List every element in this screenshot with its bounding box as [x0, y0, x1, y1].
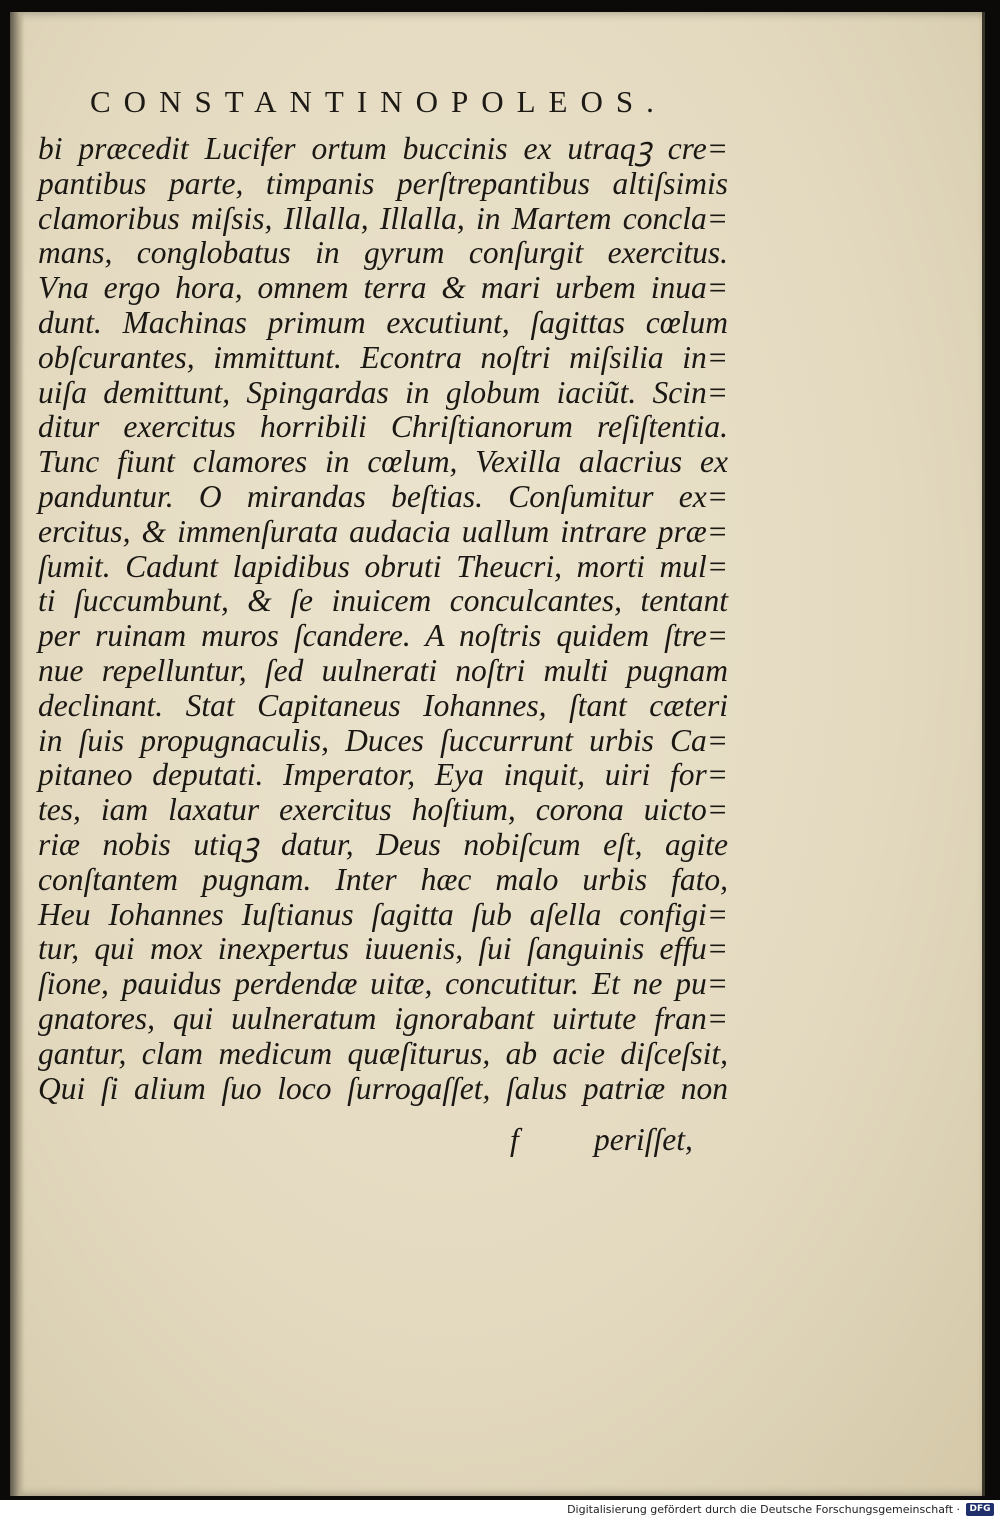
- text-line: declinant. Stat Capitaneus Iohannes, ſtant cæteri: [38, 687, 728, 723]
- text-line: ti ſuccumbunt, & ſe inuicem conculcantes, tentant: [38, 583, 728, 619]
- text-line: ſumit. Cadunt lapidibus obruti Theucri, morti mul=: [38, 548, 728, 584]
- catchword: periſſet,: [594, 1122, 693, 1157]
- text-line: ſione, pauidus perdendæ uitæ, concutitur. Et ne pu=: [38, 966, 728, 1002]
- text-line: gantur, clam medicum quæſiturus, ab acie diſceſsit,: [38, 1035, 728, 1071]
- signature-mark: f: [510, 1122, 519, 1157]
- text-line: in ſuis propugnaculis, Duces ſuccurrunt urbis Ca=: [38, 722, 728, 758]
- text-line: Heu Iohannes Iuſtianus ſagitta ſub aſella configi=: [38, 896, 728, 932]
- text-line: Tunc fiunt clamores in cœlum, Vexilla alacrius ex: [38, 444, 728, 480]
- text-line: pantibus parte, timpanis perſtrepantibus altiſsimis: [38, 165, 728, 201]
- text-line: obſcurantes, immittunt. Econtra noſtri miſsilia in=: [38, 339, 728, 375]
- book-page: [10, 12, 985, 1496]
- running-head: CONSTANTINOPOLEOS.: [90, 84, 667, 119]
- text-line: bi præcedit Lucifer ortum buccinis ex utraqꝫ cre=: [38, 131, 728, 166]
- credit-bar: [0, 1500, 1000, 1520]
- text-line: clamoribus miſsis, Illalla, Illalla, in Martem concla=: [38, 200, 728, 236]
- text-line: tes, iam laxatur exercitus hoſtium, corona uicto=: [38, 792, 728, 828]
- text-line: ditur exercitus horribili Chriſtianorum reſiſtentia.: [38, 409, 728, 445]
- page-footer: [10, 1122, 730, 1162]
- text-line: riæ nobis utiqꝫ datur, Deus nobiſcum eſt, agite: [38, 826, 728, 862]
- text-line: per ruinam muros ſcandere. A noſtris quidem ſtre=: [38, 618, 728, 654]
- text-line: ercitus, & immenſurata audacia uallum intrare præ=: [38, 513, 728, 549]
- text-line: dunt. Machinas primum excutiunt, ſagittas cœlum: [38, 304, 728, 340]
- text-line: tur, qui mox inexpertus iuuenis, ſui ſanguinis effu=: [38, 931, 728, 967]
- text-line: Qui ſi alium ſuo loco ſurrogaſſet, ſalus patriæ non: [38, 1070, 728, 1106]
- text-line: mans, conglobatus in gyrum conſurgit exercitus.: [38, 235, 728, 271]
- text-line: nue repelluntur, ſed uulnerati noſtri multi pugnam: [38, 652, 728, 688]
- body-text: [38, 132, 728, 1106]
- text-line: panduntur. O mirandas beſtias. Conſumitur ex=: [38, 478, 728, 514]
- text-line: gnatores, qui uulneratum ignorabant uirtute fran=: [38, 1000, 728, 1036]
- text-line: Vna ergo hora, omnem terra & mari urbem inua=: [38, 270, 728, 306]
- text-line: conſtantem pugnam. Inter hæc malo urbis fato,: [38, 861, 728, 897]
- dfg-logo-icon: DFG: [966, 1503, 994, 1516]
- page-gutter-shadow: [10, 12, 24, 1496]
- funding-credit: Digitalisierung gefördert durch die Deutsche Forschungsgemeinschaft ·: [567, 1503, 960, 1516]
- text-line: pitaneo deputati. Imperator, Eya inquit, uiri for=: [38, 757, 728, 793]
- text-line: uiſa demittunt, Spingardas in globum iaciũt. Scin=: [38, 374, 728, 410]
